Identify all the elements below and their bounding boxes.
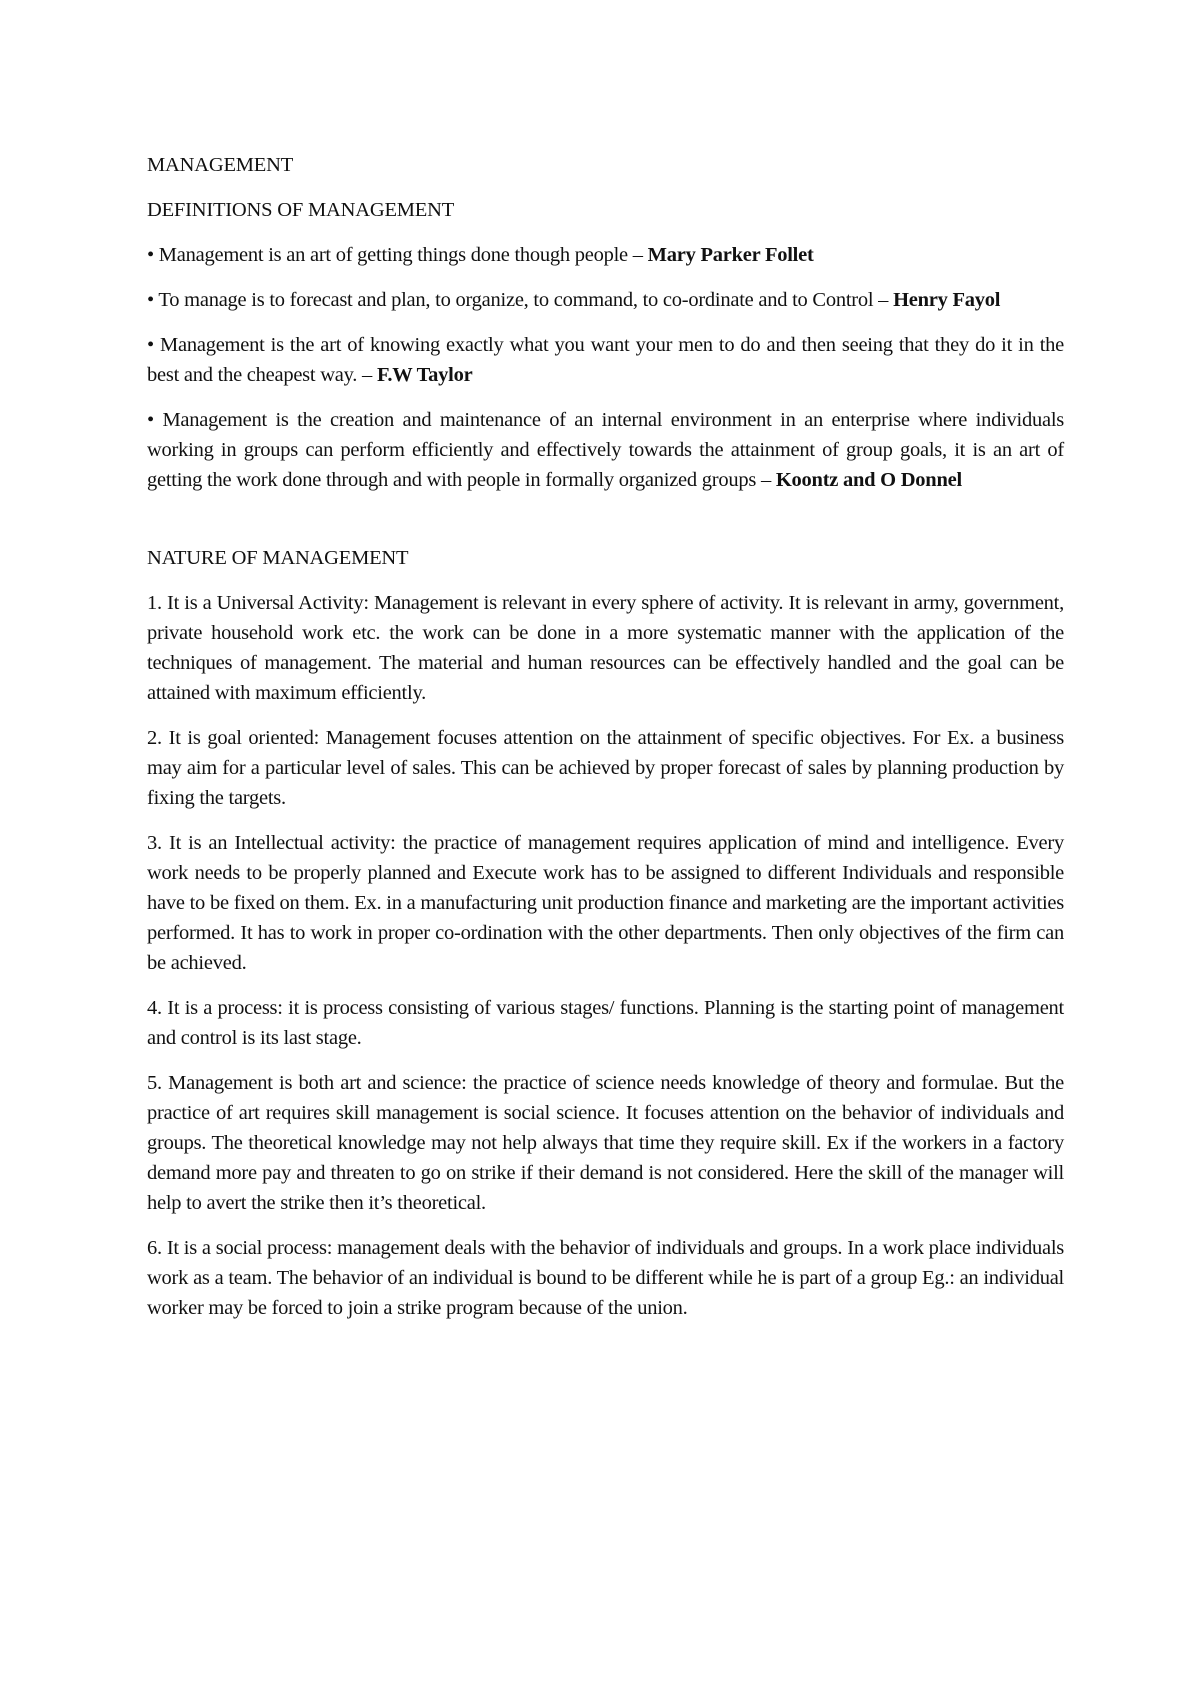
definition-text: • To manage is to forecast and plan, to organize, to command, to co-ordinate and to Control – [147,289,894,311]
definition-item [147,330,1064,390]
nature-item: 3. It is an Intellectual activity: the practice of management requires application of mind and intelligence. Every work needs to be properly planned and Execute work has to be assigned to different Individuals and responsible have to be fixed on them. Ex. in a manufacturing unit production finance and marketing are the important activities performed. It has to work in proper co-ordination with the other departments. Then only objectives of the firm can be achieved. [147,832,1064,974]
nature-item: 4. It is a process: it is process consisting of various stages/ functions. Planning is the starting point of management and control is its last stage. [147,997,1064,1049]
definition-text: • Management is the creation and maintenance of an internal environment in an enterprise where individuals working in groups can perform efficiently and effectively towards the attainment of group goals, it is an art of getting the work done through and with people in formally organized groups – [147,409,1064,491]
definition-item [147,285,1064,315]
definition-text: • Management is an art of getting things done though people – [147,244,648,266]
nature-item: 6. It is a social process: management deals with the behavior of individuals and groups. In a work place individuals work as a team. The behavior of an individual is bound to be different while he is part of a group Eg.: an individual worker may be forced to join a strike program because of the union. [147,1237,1064,1319]
document-page [147,150,1064,1338]
nature-item: 2. It is goal oriented: Management focuses attention on the attainment of specific objectives. For Ex. a business may aim for a particular level of sales. This can be achieved by proper forecast of sales by planning production by fixing the targets. [147,727,1064,809]
definition-author: Mary Parker Follet [647,244,814,266]
definition-item [147,240,1064,270]
definition-item [147,405,1064,495]
nature-heading: NATURE OF MANAGEMENT [147,547,409,569]
document-title: MANAGEMENT [147,154,294,176]
definitions-heading: DEFINITIONS OF MANAGEMENT [147,199,455,221]
definition-author: F.W Taylor [376,364,473,386]
nature-item: 5. Management is both art and science: the practice of science needs knowledge of theory and formulae. But the practice of art requires skill management is social science. It focuses attention on the behavior of individuals and groups. The theoretical knowledge may not help always that time they require skill. Ex if the workers in a factory demand more pay and threaten to go on strike if their demand is not considered. Here the skill of the manager will help to avert the strike then it’s theoretical. [147,1072,1064,1214]
definition-author: Koontz and O Donnel [775,469,962,491]
definition-author: Henry Fayol [893,289,1001,311]
definition-text: • Management is the art of knowing exactly what you want your men to do and then seeing that they do it in the best and the cheapest way. – [147,334,1064,386]
nature-item: 1. It is a Universal Activity: Management is relevant in every sphere of activity. It is relevant in army, government, private household work etc. the work can be done in a more systematic manner with the application of the techniques of management. The material and human resources can be effectively handled and the goal can be attained with maximum efficiently. [147,592,1064,704]
